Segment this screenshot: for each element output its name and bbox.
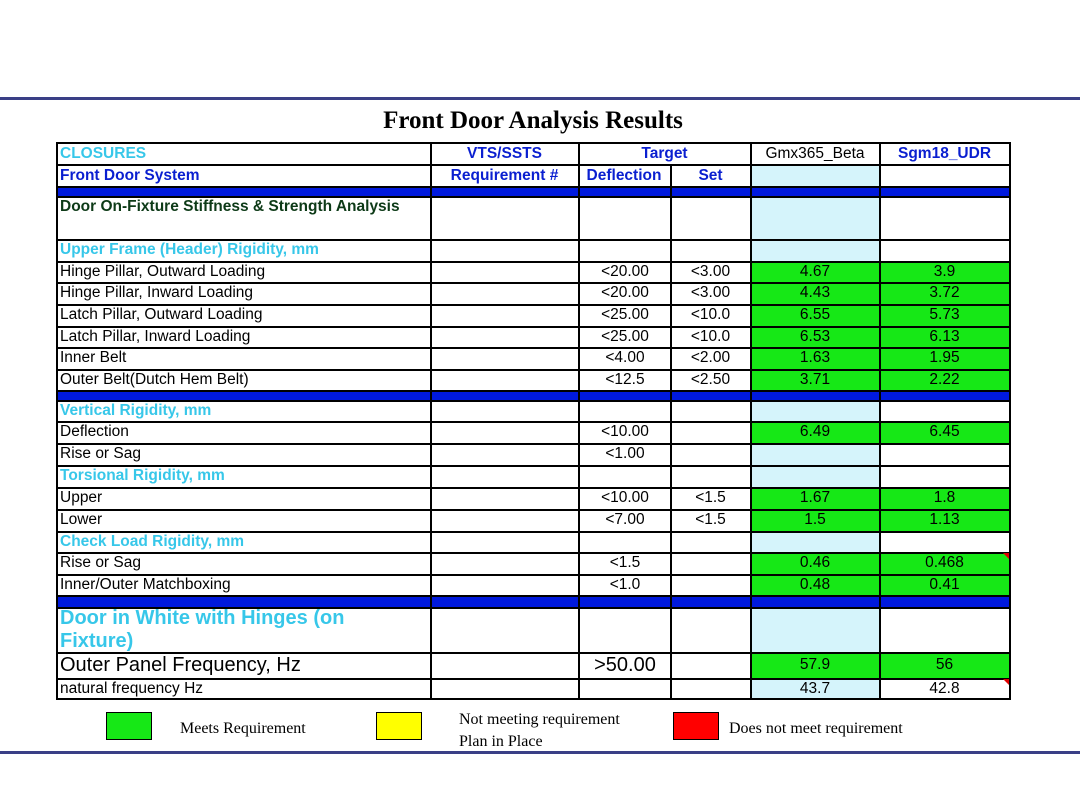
top-rule	[0, 97, 1080, 100]
section-heading: Upper Frame (Header) Rigidity, mm	[60, 241, 319, 258]
header-deflection: Deflection	[586, 167, 662, 184]
sgm18-udr-value: 1.95	[929, 349, 960, 366]
gmx365-beta-value: 6.49	[799, 423, 831, 440]
set-target: <1.5	[695, 489, 726, 506]
row-label: Rise or Sag	[60, 445, 141, 462]
gmx365-beta-value: 1.5	[804, 511, 826, 528]
set-target: <10.0	[690, 306, 731, 323]
row-label: Inner/Outer Matchboxing	[60, 575, 231, 593]
result-cell-empty	[751, 240, 880, 261]
gmx365-beta-value: 1.63	[799, 349, 831, 366]
row-label: Latch Pillar, Inward Loading	[60, 327, 251, 345]
header-gmx365-beta: Gmx365_Beta	[765, 144, 865, 162]
result-cell-empty	[751, 165, 880, 187]
page-title: Front Door Analysis Results	[383, 107, 683, 134]
row-label: Inner Belt	[60, 349, 127, 366]
sgm18-udr-value: 6.13	[929, 327, 960, 345]
set-target	[671, 421, 750, 443]
row-label: Outer Belt(Dutch Hem Belt)	[60, 370, 249, 388]
legend-fails-label: Does not meet requirement	[729, 720, 903, 737]
set-target: <10.0	[690, 327, 731, 345]
deflection-target: <7.00	[605, 511, 645, 528]
legend-plan-label-line2: Plan in Place	[459, 733, 543, 750]
deflection-target: <10.00	[601, 423, 649, 440]
sgm18-udr-value: 1.8	[933, 489, 956, 506]
deflection-target: <20.00	[601, 262, 649, 280]
deflection-target: <1.0	[609, 575, 641, 593]
set-target	[671, 652, 750, 678]
sgm18-udr-value: 3.72	[929, 284, 960, 301]
result-cell-empty	[751, 531, 880, 553]
gmx365-beta-value: 4.67	[799, 262, 831, 280]
row-label: Lower	[60, 511, 103, 528]
blue-band	[56, 187, 1011, 196]
deflection-target	[579, 678, 671, 699]
gmx365-beta-value: 3.71	[799, 370, 831, 388]
set-target: <3.00	[690, 284, 731, 301]
gmx365-beta-value: 4.43	[799, 284, 831, 301]
result-cell-empty	[751, 465, 880, 488]
header-requirement: Requirement #	[450, 167, 559, 184]
results-table	[56, 142, 1011, 700]
sgm18-udr-value: 6.45	[929, 423, 960, 440]
row-label: Latch Pillar, Outward Loading	[60, 306, 263, 323]
gmx365-beta-value: 0.46	[799, 554, 831, 571]
set-target	[671, 678, 750, 699]
row-label: Upper	[60, 489, 103, 506]
legend-plan-swatch	[376, 712, 422, 740]
section-heading: Door On-Fixture Stiffness & Strength Analysis	[60, 198, 400, 215]
section-heading: Door in White with Hinges (on Fixture)	[60, 607, 345, 652]
deflection-target: <1.5	[609, 554, 641, 571]
gmx365-beta-value: 1.67	[799, 489, 831, 506]
gmx365-beta-value: 57.9	[799, 656, 831, 673]
row-label: Outer Panel Frequency, Hz	[60, 653, 301, 676]
blue-band	[56, 595, 1011, 607]
row-label: natural frequency Hz	[60, 679, 204, 697]
blue-band	[56, 391, 1011, 400]
sgm18-udr-value: 56	[935, 656, 954, 673]
udr-flag	[1003, 553, 1009, 559]
sgm18-udr-value: 2.22	[929, 370, 960, 388]
deflection-target: <4.00	[605, 349, 645, 366]
deflection-target: <25.00	[601, 306, 649, 323]
sgm18-udr-value: 1.13	[929, 511, 960, 528]
set-target: <3.00	[690, 262, 731, 280]
result-cell-empty	[751, 196, 880, 240]
set-target	[671, 443, 750, 465]
row-label: Hinge Pillar, Inward Loading	[60, 284, 254, 301]
bottom-rule	[0, 751, 1080, 754]
udr-flag	[1003, 679, 1009, 685]
header-set: Set	[698, 167, 723, 184]
gmx365-beta-value: 6.53	[799, 327, 831, 345]
deflection-target: <20.00	[601, 284, 649, 301]
set-target	[671, 552, 750, 574]
deflection-target: >50.00	[594, 653, 656, 676]
legend-plan-label-line1: Not meeting requirement	[459, 711, 620, 728]
header-front-door-system: Front Door System	[60, 167, 200, 184]
gmx365-beta-value: 6.55	[799, 306, 831, 323]
deflection-target: <1.00	[605, 445, 645, 462]
section-heading: Check Load Rigidity, mm	[60, 532, 245, 550]
deflection-target: <25.00	[601, 327, 649, 345]
sgm18-udr-value: 0.41	[929, 575, 960, 593]
header-closures: CLOSURES	[60, 144, 147, 162]
sgm18-udr-value: 42.8	[929, 679, 960, 697]
sgm18-udr-value	[880, 443, 1009, 465]
sgm18-udr-value: 0.468	[925, 554, 964, 571]
set-target: <2.00	[690, 349, 731, 366]
legend-fails-swatch	[673, 712, 719, 740]
section-heading: Vertical Rigidity, mm	[60, 401, 212, 419]
header-target: Target	[641, 144, 688, 162]
set-target: <2.50	[690, 370, 731, 388]
gmx365-beta-value: 43.7	[799, 679, 831, 697]
row-label: Rise or Sag	[60, 554, 141, 571]
sgm18-udr-value: 3.9	[933, 262, 956, 280]
result-cell-empty	[751, 607, 880, 652]
deflection-target: <12.5	[605, 370, 645, 388]
header-vts-ssts: VTS/SSTS	[467, 144, 542, 162]
sgm18-udr-value: 5.73	[929, 306, 960, 323]
section-heading: Torsional Rigidity, mm	[60, 467, 225, 484]
row-label: Deflection	[60, 423, 129, 440]
set-target	[671, 574, 750, 595]
set-target: <1.5	[695, 511, 726, 528]
result-cell-empty	[751, 400, 880, 421]
legend-meets-swatch	[106, 712, 152, 740]
gmx365-beta-value	[751, 443, 879, 465]
legend-meets-label: Meets Requirement	[180, 720, 306, 737]
row-label: Hinge Pillar, Outward Loading	[60, 262, 266, 280]
header-sgm18-udr: Sgm18_UDR	[897, 144, 992, 162]
deflection-target: <10.00	[601, 489, 649, 506]
gmx365-beta-value: 0.48	[799, 575, 831, 593]
